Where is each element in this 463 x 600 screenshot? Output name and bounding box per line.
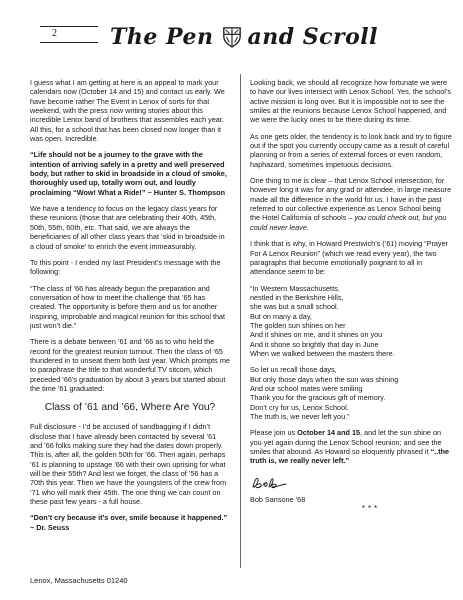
poem-line: When we walked between the masters there.: [250, 348, 395, 358]
poem-line: And it shone so brightly that day in June: [250, 339, 379, 349]
poem-line: The truth is, we never left you.”: [250, 412, 350, 421]
footer-address: Lenox, Massachusetts 01240: [30, 576, 128, 585]
header-rule-bottom: [40, 42, 98, 43]
quoted-message: “The class of ’66 has already begun the preparation and conversation of how to meet the challenge that ’65 has created. The opportunity is before them and us for another inspiring, improbable and magical reunion for this school that just won’t die.”: [30, 283, 226, 330]
page-number: 2: [52, 28, 57, 39]
prayer-stanza-2: [250, 365, 452, 421]
hotel-california-phrase: you could check out, but you could never leave.: [250, 213, 447, 232]
paragraph: We have a tendency to focus on the legacy class years for these reunions (those that are celebrating their 40th, 45th, 50th, 55th, 60th, etc. That said, we are always the beneficiaries of all other class years that ‘skid in broadside in a cloud of smoke’ to enrich the event immeasurably.: [30, 204, 225, 251]
signoff-name: Bob Sansone ’68: [250, 495, 306, 505]
paragraph: [250, 428, 452, 465]
left-column: [30, 78, 230, 539]
header-rule-top: [40, 26, 98, 27]
signature-icon: [250, 475, 290, 491]
poem-line: And it shines on me, and it shines on you: [250, 330, 383, 340]
prayer-stanza-1: [250, 284, 452, 359]
paragraph: I guess what I am getting at here is an appeal to mark your calendars now (October 14 and 15) and contact us early. We have become rather The Event in Lenox of sorts for that weekend, with the press now writing stories about this incredible Lenox band of brothers that assembles each year. All this, for a school that has been closed now longer than it was open. Incredible.: [30, 78, 225, 144]
seuss-quote: “Don’t cry because it’s over, smile because it happened.” ~ Dr. Seuss: [30, 513, 228, 532]
right-column: [250, 78, 452, 514]
thompson-quote: “Life should not be a journey to the grave with the intention of arriving safely in a pretty and well preserved body, but rather to skid in broadside in a cloud of smoke, thoroughly used up, totally worn out, and loudly proclaiming “Wow! What a Ride!” ~ Hunter S. Thompson: [30, 150, 227, 197]
newsletter-title: [110, 20, 378, 54]
text: , and let the sun shine on you yet again during the Lenox School reunion; and see the smiles that abound. As Howard so eloquently phrased it: [250, 428, 442, 457]
paragraph: I think that is why, in Howard Prestwich’s (’61) moving “Prayer For A Lenox Reunion” (which we read every year), the two paragraphs that become emotionally poignant to all in attendance seem to be:: [250, 239, 448, 277]
text: One thing to me is clear – that Lenox School intersection, for however long it was for any grad or attendee, in large measure made all the difference in the world for us. I have in the past referred to our collective experience as Lenox School being the Hotel California of schools –: [250, 176, 452, 223]
section-heading: Class of ’61 and ’66, Where Are You?: [44, 402, 216, 414]
paragraph: [250, 176, 452, 232]
title-right: and Scroll: [247, 24, 378, 50]
poem-line: But only those days when the sun was shining: [250, 374, 399, 384]
poem-line: But on many a day,: [250, 311, 312, 321]
poem-line: “In Western Massachusetts,: [250, 283, 340, 293]
column-divider: [240, 74, 241, 568]
poem-line: Thank you for the gracious gift of memory.: [250, 393, 386, 403]
poem-line: The golden sun shines on her: [250, 320, 346, 330]
section-end-stars: ***: [361, 504, 381, 514]
poem-line: And our school mates were smiling: [250, 383, 363, 393]
closing-quote: “..the truth is, we really never left.”: [250, 447, 450, 466]
paragraph: Full disclosure - I’d be accused of sandbagging if I didn’t disclose that I have already been contacted by several ’61 and ’66 folks making sure they had the dates down properly. This is, after all, the golden 50th for ’66. Then again, perhaps ’61 is planning to upstage ’66 with their own uprising for what will be their 55th? And lest we forget, the class of ’56 has a 70th this year. Then we have the youngsters of the crew from ’71 who will mark their 45th. The one thing we can count on these past few years - a full house.: [30, 422, 227, 507]
masthead-header: [14, 22, 449, 56]
paragraph: There is a debate between ’61 and ’66 as to who held the record for the greatest reunion turnout. Then the class of ’65 thundered in to unseat them both last year. Which prompts me to paraphrase the title to that wonderful TV sitcom, which preceded ’66’s graduation by about 3 years but started about the time ’61 graduated:: [30, 337, 230, 393]
reunion-dates: October 14 and 15: [297, 428, 361, 438]
shield-crest-icon: [222, 25, 242, 49]
poem-line: nestled in the Berkshire Hills,: [250, 292, 344, 302]
poem-line: she was but a small school.: [250, 302, 339, 312]
paragraph: To this point - I ended my last President’s message with the following:: [30, 257, 221, 277]
paragraph: Looking back, we should all recognize how fortunate we were to have our lives intersect with Lenox School. Yes, the school’s active mission is long over. But it is impossible not to see the smiles at the reunions because Lenox School happened, and we were the lucky ones to be there during its time.: [250, 78, 451, 125]
paragraph: As one gets older, the tendency is to look back and try to figure out if the spot you currently occupy came as a result of careful planning or from a series of external forces or even random, haphazard, sometimes impetuous decisions.: [250, 131, 452, 169]
poem-line: Don’t cry for us, Lenox School.: [250, 402, 349, 412]
title-left: The Pen: [110, 24, 214, 50]
text: Please join us: [250, 428, 298, 438]
poem-line: So let us recall those days,: [250, 365, 337, 375]
